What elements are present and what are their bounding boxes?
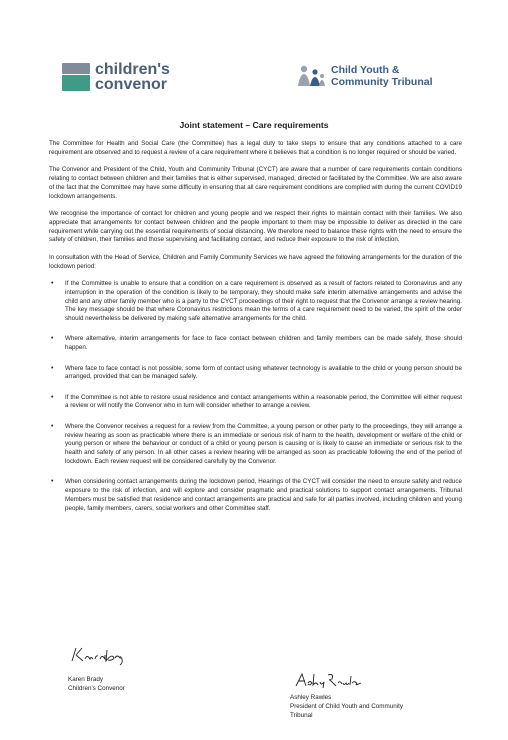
- signature-ashley-rawles: [294, 670, 364, 690]
- convenor-logo-icon: [62, 63, 90, 91]
- list-item: [49, 280, 462, 324]
- bullet-icon: •: [51, 279, 54, 287]
- childrens-convenor-logo: [62, 62, 170, 92]
- paragraph: We recognise the importance of contact for children and young people and we respect their rights to maintain contact with their families. We also appreciate that arrangements for contact between children and the people important to them may be impossible to deliver as directed in the care requirement while carrying out the essential requirements of social distancing. We therefore need to balance these rights with the need to ensure the safety of children, their families and those supervising and facilitating contact, and reduce their exposure to the risk of infection.: [49, 209, 462, 244]
- list-item-text: If the Committee is unable to ensure that a condition on a care requirement is observed as a result of factors related to Coronavirus and any interruption in the operation of the condition is likely to be temporary, they should make safe interim alternative arrangements and advise the child and any other family member who is a party to the CYCT proceedings of their right to request that the Convenor arrange a review hearing. The key message should be that where Coronavirus restrictions mean the terms of a care requirement need to be varied, the spirit of the order should nevertheless be delivered by making safe alternative arrangements for the child.: [65, 279, 462, 323]
- cyct-logo: [296, 64, 433, 88]
- bullet-icon: •: [51, 393, 54, 401]
- signatory-role-right-line1: President of Child Youth and Community: [290, 702, 404, 710]
- convenor-logo-line1: children's: [95, 61, 170, 78]
- list-item: [49, 423, 462, 467]
- cyct-logo-line2: Community Tribunal: [331, 76, 433, 88]
- bullet-icon: •: [51, 478, 54, 486]
- convenor-logo-line2: convenor: [95, 76, 168, 93]
- document-body: [49, 140, 462, 525]
- signature-block-left: [68, 644, 128, 694]
- signatory-name-right: Ashley Rawles: [290, 694, 332, 701]
- cyct-logo-line1: Child Youth &: [331, 64, 400, 76]
- list-item-text: Where alternative, interim arrangements for face to face contact between children and family members can be made safely, those should happen.: [65, 335, 462, 352]
- signatory-role-left: Children's Convenor: [68, 684, 125, 692]
- cyct-logo-text: [331, 64, 433, 88]
- bullet-icon: •: [51, 335, 54, 343]
- list-item: [49, 394, 462, 412]
- bullet-icon: •: [51, 364, 54, 372]
- list-item: [49, 478, 462, 513]
- arrangements-list: [49, 280, 462, 513]
- signatory-role-right-line2: Tribunal: [290, 711, 313, 719]
- signature-karen-brady: [68, 644, 128, 666]
- document-title: Joint statement – Care requirements: [179, 120, 329, 130]
- paragraph: The Convenor and President of the Child, Youth and Community Tribunal (CYCT) are aware that a number of care requirements contain conditions relating to contact between children and their families that is either supervised, managed, directed or facilitated by the Committee. We are also aware of the fact that the Committee may have some difficulty in ensuring that all care requirement conditions are complied with during the current COVID19 lockdown arrangements.: [49, 166, 462, 200]
- convenor-logo-text: [95, 62, 170, 92]
- list-item-text: When considering contact arrangements during the lockdown period, Hearings of the CYCT will consider the need to ensure safety and reduce exposure to the risk of infection, and will explore and consider pragmatic and practical solutions to support contact arrangements. Tribunal Members must be satisfied that residence and contact arrangements are practical and safe for all parties involved, including children and young people, family members, carers, social workers and other Committee staff.: [65, 478, 462, 512]
- cyct-logo-icon: [296, 64, 326, 88]
- list-item-text: If the Committee is not able to restore usual residence and contact arrangements within a reasonable period, the Committee will either request a review or will notify the Convenor who in turn will consider whether to arrange a review.: [65, 393, 462, 410]
- paragraph: The Committee for Health and Social Care (the Committee) has a legal duty to take steps to ensure that any conditions attached to a care requirement are observed and to request a review of a care requirement where it believes that a condition is no longer required or should be varied.: [49, 140, 462, 156]
- list-item-text: Where the Convenor receives a request for a review from the Committee, a young person or other party to the proceedings, they will arrange a review hearing as soon as practicable where there is an immediate or serious risk of harm to the health, development or welfare of the child or young person or where the behaviour or conduct of a child or young person is causing or is likely to cause an immediate or serious risk to the health and safety of any person. In all other cases a review hearing will be arranged as soon as practicable following the end of the period of lockdown. Each review request will be considered carefully by the Convenor.: [65, 422, 462, 465]
- list-item: [49, 335, 462, 353]
- signatory-name-left: Karen Brady: [68, 676, 104, 683]
- signature-block-right: [290, 670, 403, 720]
- list-item: [49, 365, 462, 383]
- paragraph: In consultation with the Head of Service, Children and Family Community Services we have agreed the following arrangements for the duration of the lockdown period:: [49, 253, 462, 270]
- list-item-text: Where face to face contact is not possible, some form of contact using whatever technology is available to the child or young person should be arranged, provided that can be managed safely.: [65, 364, 462, 381]
- bullet-icon: •: [51, 422, 54, 430]
